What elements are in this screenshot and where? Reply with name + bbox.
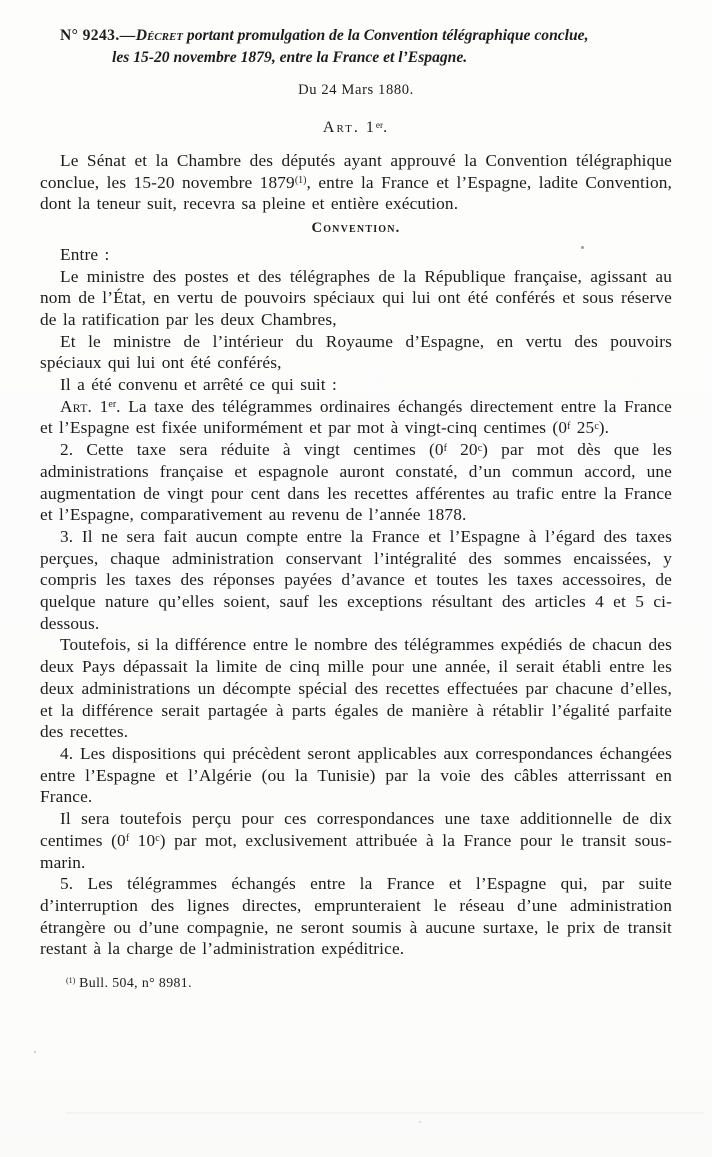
- paragraph-article-5: 5. Les télégrammes échangés entre la France et l’Espagne qui, par suite d’interruption des lignes directes, emprunteraient le réseau d’une administration étrangère ou d’une compagnie, ne seront soumis à aucune surtaxe, le prix de transit restant à la charge de l’administration expéditrice.: [40, 874, 672, 959]
- paragraph-party-spain: Et le ministre de l’intérieur du Royaume d’Espagne, en vertu des pouvoirs spéciaux qui lui ont été conférés,: [40, 331, 672, 373]
- scan-speck: [581, 246, 584, 249]
- paragraph-article-3: 3. Il ne sera fait aucun compte entre la France et l’Espagne à l’égard des taxes perçues, chaque administration conservant l’intégralité des sommes encaissées, y compris les taxes des réponses payées d’avance et toutes les taxes accessoires, de quelque nature qu’elles soient, sauf les exceptions résultant des articles 4 et 5 ci-dessous.: [40, 526, 672, 633]
- paragraph-party-france: Le ministre des postes et des télégraphes de la République française, agissant au nom de l’État, en vertu de pouvoirs spéciaux qui lui ont été conférés et sous réserve de la ratification par les deux Chambres,: [40, 266, 672, 329]
- decree-number: N° 9243.—: [60, 27, 136, 44]
- paragraph-article-3-toutefois: Toutefois, si la différence entre le nombre des télégrammes expédiés de chacun des deux Pays dépassait la limite de cinq mille pour une année, il serait établi entre les deux administrations un décompte spécial des recettes effectuées par chacune d’elles, et la différence serait partagée à parts égales de manière à rétablir l’égalité parfaite des recettes.: [40, 635, 672, 742]
- decree-title: Décret portant promulgation de la Convention télégraphique conclue,: [135, 27, 589, 44]
- scan-speck: [419, 1121, 421, 1123]
- paragraph-entre: Entre :: [60, 244, 110, 264]
- header-line-2: les 15-20 novembre 1879, entre la France et l’Espagne.: [112, 48, 468, 66]
- paragraph-article-4: 4. Les dispositions qui précèdent seront applicables aux correspondances échangées entre l’Espagne et l’Algérie (ou la Tunisie) par la voie des câbles atterrissant en France.: [40, 743, 672, 807]
- document-body: [40, 150, 672, 960]
- paragraph-article-2: 2. Cette taxe sera réduite à vingt centimes (0$^f$ 20$^c$) par mot dès que les administrations française et espagnole auront constaté, d’un commun accord, une augmentation de vingt pour cent dans les recettes afférentes au trafic entre la France et l’Espagne, comparativement au revenu de l’année 1878.: [40, 440, 672, 525]
- paragraph-convention-heading: Convention.: [311, 220, 401, 237]
- date-line: Du 24 Mars 1880.: [298, 82, 414, 98]
- paragraph-article-1: Art. 1er. La taxe des télégrammes ordinaires échangés directement entre la France et l’Espagne est fixée uniformément et par mot à vingt-cinq centimes (0$^f$ 25$^c$).: [40, 396, 673, 438]
- paragraph-agreement-intro: Il a été convenu et arrêté ce qui suit :: [60, 375, 337, 395]
- footnote: $^{(1)}$ Bull. 504, n° 8981.: [66, 975, 192, 991]
- scan-speck: [34, 1051, 36, 1053]
- document-header: [40, 25, 672, 68]
- scan-artifact-line: [66, 1112, 704, 1114]
- article-heading: Art. 1er.: [322, 119, 390, 136]
- header-line-1: [40, 25, 672, 47]
- paragraph-preamble: Le Sénat et la Chambre des députés ayant approuvé la Convention télégraphique conclue, les 15-20 novembre 1879$^{(1)}$, entre la France et l’Espagne, ladite Convention, dont la teneur suit, recevra sa pleine et entière exécution.: [40, 151, 672, 214]
- paragraph-article-4-surtax: Il sera toutefois perçu pour ces correspondances une taxe additionnelle de dix centimes (0$^f$ 10$^c$) par mot, exclusivement attribuée à la France pour le transit sous-marin.: [40, 809, 672, 872]
